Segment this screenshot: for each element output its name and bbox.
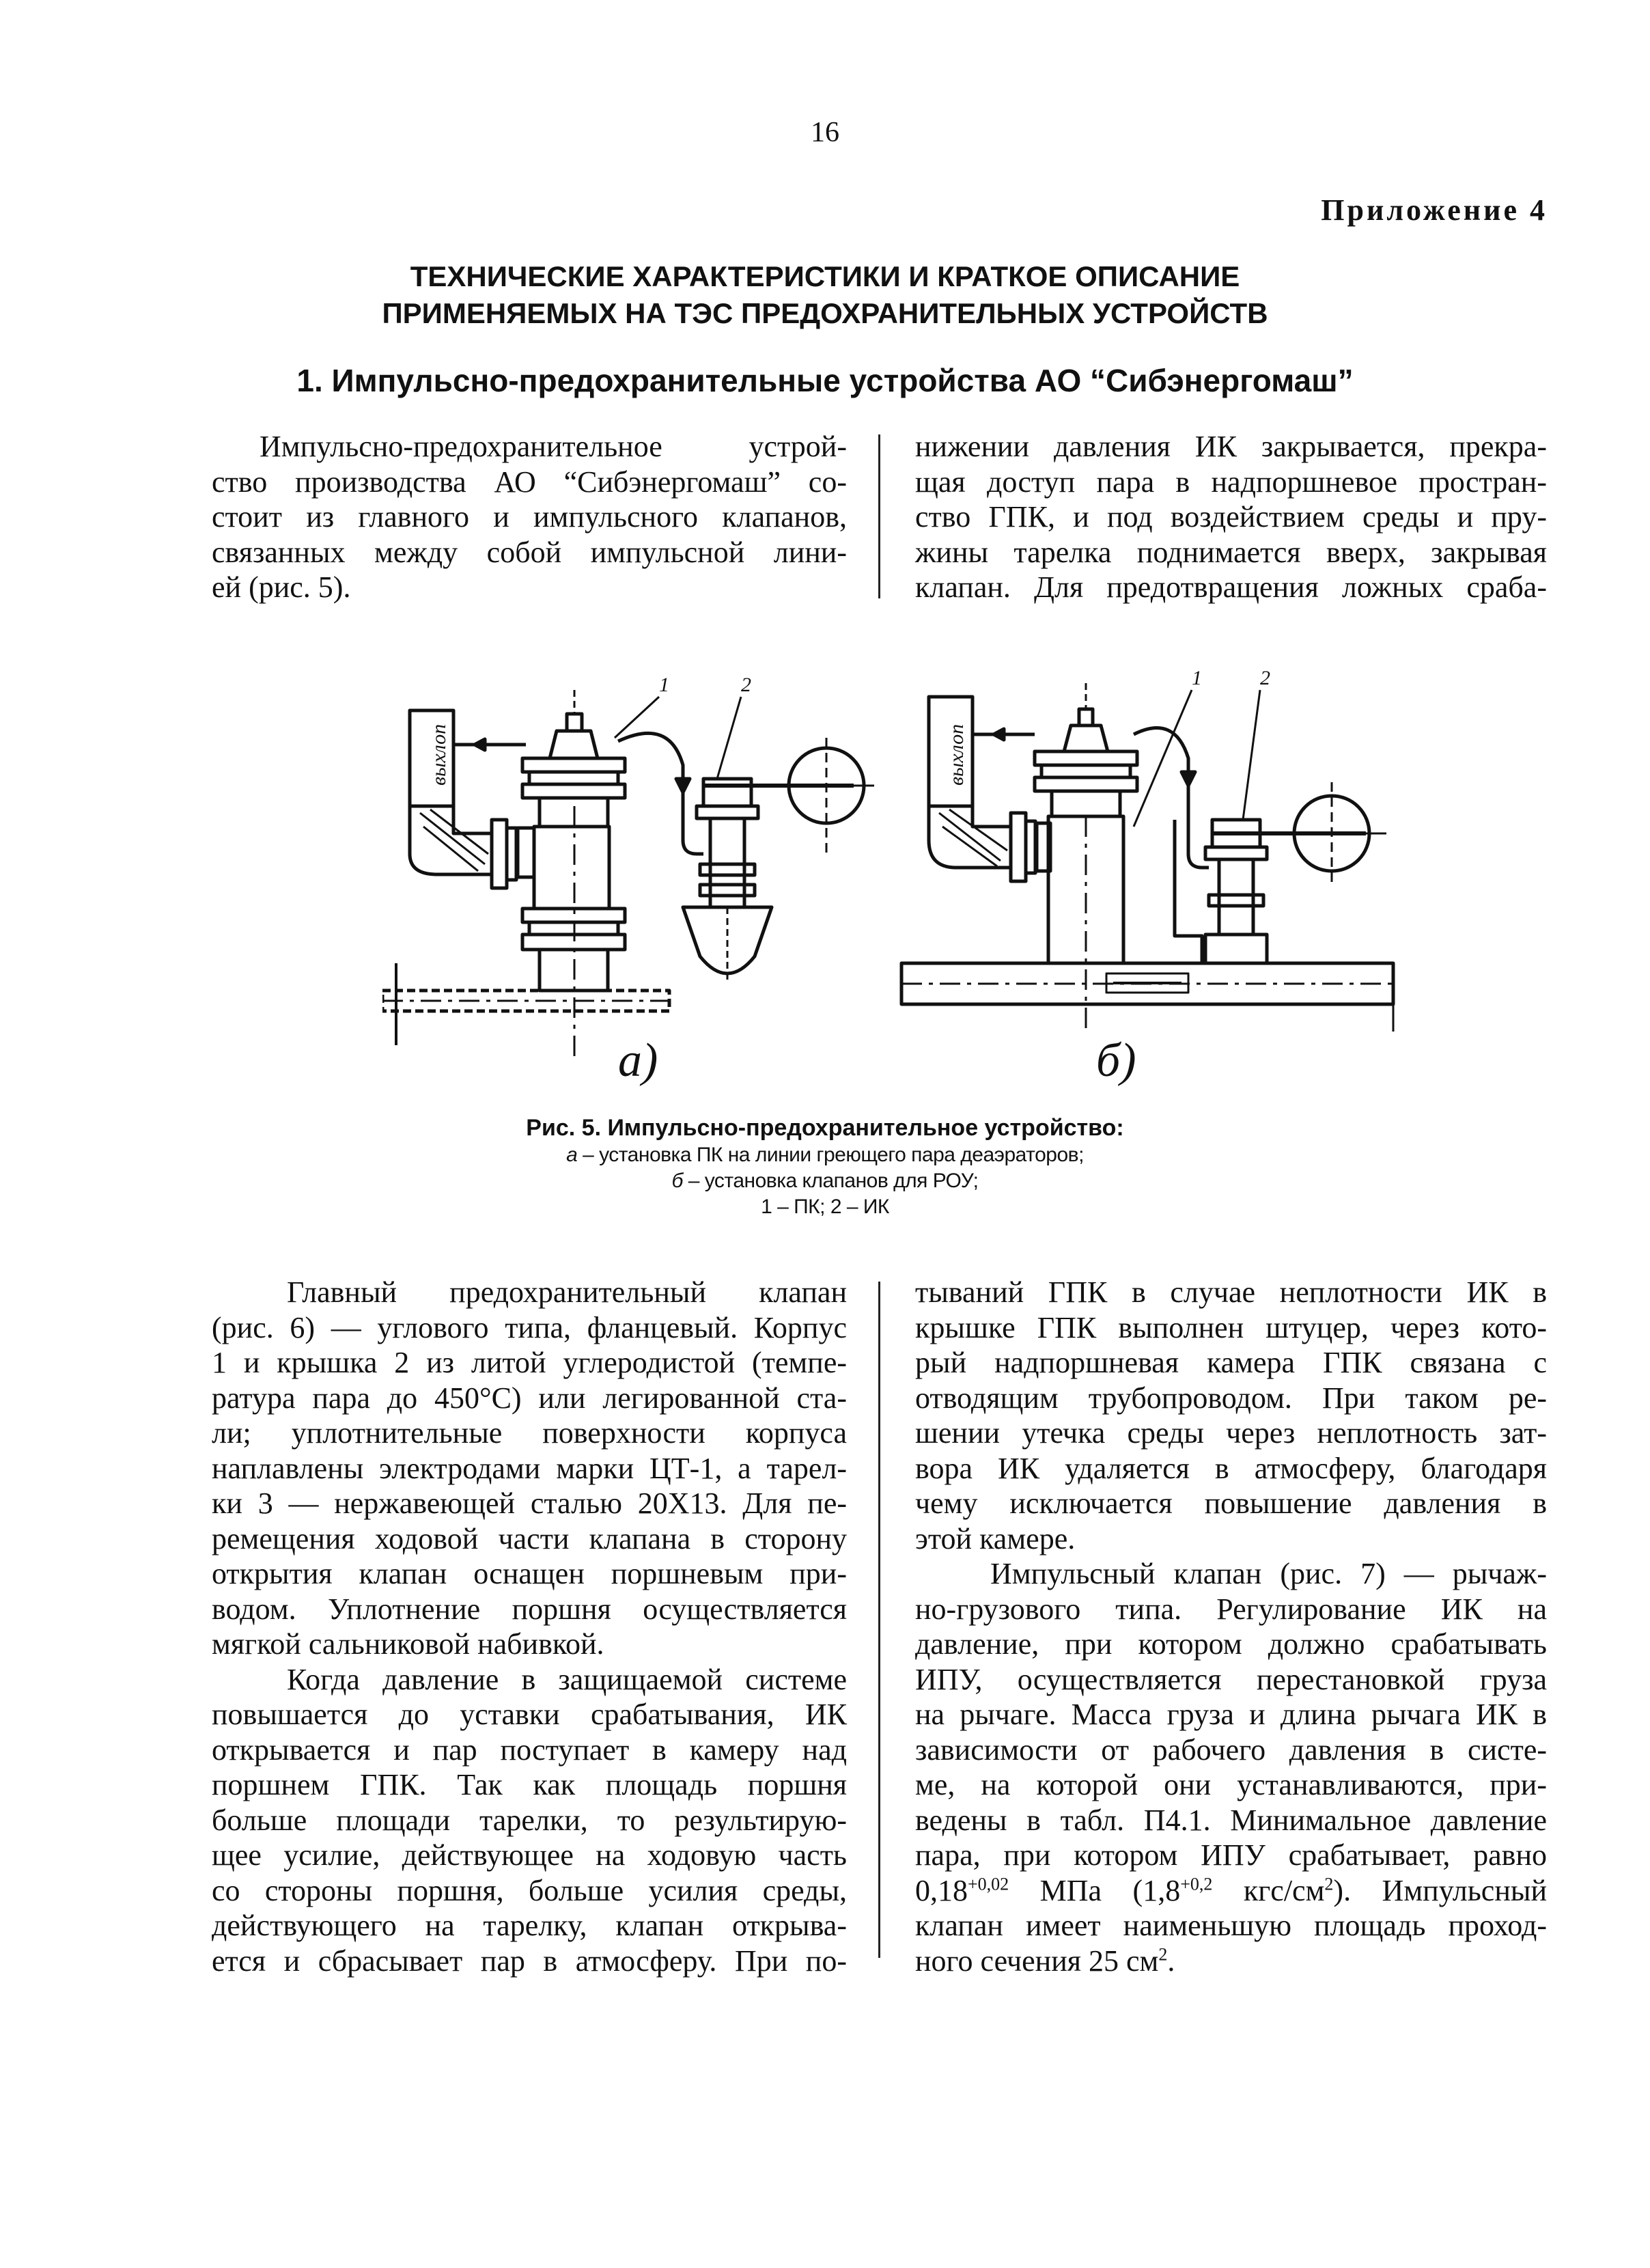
text-line: рый надпоршневая камера ГПК связана с <box>915 1346 1547 1379</box>
text-line: давление, при котором должно срабатывать <box>915 1627 1547 1661</box>
text-line: ли; уплотнительные поверхности корпуса <box>212 1416 847 1450</box>
text-line: чему исключается повышение давления в <box>915 1486 1547 1520</box>
text-line: ратура пара до 450°С) или легированной ста- <box>212 1381 847 1415</box>
text-line: открывается и пар поступает в камеру над <box>212 1732 847 1767</box>
text-line: вора ИК удаляется в атмосферу, благодаря <box>915 1451 1547 1485</box>
last-line-end: . <box>1167 1944 1175 1978</box>
callout-2-a: 2 <box>741 674 751 696</box>
text-line: Когда давление в защищаемой системе <box>287 1662 847 1696</box>
formula-part: 0,18 <box>915 1873 968 1907</box>
text-line: ей (рис. 5). <box>212 570 351 604</box>
exhaust-label-a: выхлоп <box>428 723 450 786</box>
diagram-a <box>382 690 874 1059</box>
formula-sup: 2 <box>1324 1873 1334 1894</box>
text-line: ство производства АО “Сибэнергомаш” со- <box>212 465 847 499</box>
text-line: но-грузового типа. Регулирование ИК на <box>915 1592 1547 1626</box>
callout-1-b: 1 <box>1192 667 1202 689</box>
body-right-column <box>915 1275 1547 1978</box>
flange <box>492 820 507 888</box>
intro-left-column <box>212 429 847 605</box>
body-left-column <box>212 1275 847 1978</box>
caption-legend: 1 – ПК; 2 – ИК <box>761 1195 889 1218</box>
text-line: зависимости от рабочего давления в систе- <box>915 1732 1547 1767</box>
column-divider <box>878 434 880 598</box>
title-line-2: ПРИМЕНЯЕМЫХ НА ТЭС ПРЕДОХРАНИТЕЛЬНЫХ УСТРОЙСТВ <box>382 297 1268 329</box>
figure-caption <box>0 1114 1650 1220</box>
text-line: наплавлены электродами марки ЦТ-1, а тарел- <box>212 1451 847 1485</box>
text-line: со стороны поршня, больше усилия среды, <box>212 1873 847 1907</box>
text-line: 1 и крышка 2 из литой углеродистой (темпе- <box>212 1346 847 1379</box>
text-line: (рис. 6) — углового типа, фланцевый. Корпус <box>212 1310 847 1344</box>
text-line: клапан. Для предотвращения ложных сраба- <box>915 570 1547 604</box>
text-line: Импульсный клапан (рис. 7) — рычаж- <box>990 1557 1547 1590</box>
text-line: этой камере. <box>915 1521 1076 1555</box>
elbow-a <box>410 806 492 874</box>
impulse-valve-a <box>703 779 751 806</box>
text-line: ется и сбрасывает пар в атмосферу. При по- <box>212 1944 847 1978</box>
column-divider <box>878 1282 880 1958</box>
text-line: на рычаге. Масса груза и длина рычага ИК в <box>915 1698 1547 1731</box>
caption-text-a: – установка ПК на линии греющего пара деаэраторов; <box>577 1144 1084 1166</box>
diagram-b <box>901 683 1393 1032</box>
text-line: ство ГПК, и под воздействием среды и пру- <box>915 500 1547 534</box>
formula-line <box>915 1873 1547 1909</box>
text-line: щая доступ пара в надпоршневое простран- <box>915 465 1547 499</box>
text-line: тываний ГПК в случае неплотности ИК в <box>915 1275 1547 1309</box>
appendix-label: Приложение 4 <box>1321 193 1548 227</box>
text-line: ведены в табл. П4.1. Минимальное давление <box>915 1803 1547 1837</box>
main-valve-body-a <box>534 827 609 909</box>
caption-text-b: – установка клапанов для РОУ; <box>682 1170 979 1192</box>
text-line: крышке ГПК выполнен штуцер, через кото- <box>915 1310 1547 1344</box>
caption-mark-b: б <box>671 1170 683 1192</box>
text-line: больше площади тарелки, то результирую- <box>212 1803 847 1837</box>
callout-1-a: 1 <box>659 674 669 696</box>
impulse-line-a <box>618 733 683 813</box>
text-line: ИПУ, осуществляется перестановкой груза <box>915 1662 1547 1696</box>
valve-diagram <box>382 649 1407 1093</box>
exhaust-label-b: выхлоп <box>945 723 968 786</box>
last-line-text: ного сечения 25 см <box>915 1944 1159 1978</box>
caption-line-b <box>0 1168 1650 1194</box>
caption-line-a <box>0 1142 1650 1168</box>
text-line: мягкой сальниковой набивкой. <box>212 1627 604 1661</box>
caption-title: Рис. 5. Импульсно-предохранительное устройство: <box>526 1115 1124 1141</box>
formula-sup: +0,2 <box>1180 1873 1213 1894</box>
text-line: поршнем ГПК. Так как площадь поршня <box>212 1768 847 1801</box>
formula-part: кгс/см <box>1212 1873 1325 1907</box>
title-line-1: ТЕХНИЧЕСКИЕ ХАРАКТЕРИСТИКИ И КРАТКОЕ ОПИСАНИЕ <box>410 260 1240 292</box>
section-heading: 1. Импульсно-предохранительные устройства АО “Сибэнергомаш” <box>296 363 1354 398</box>
text-line: ме, на которой они устанавливаются, при- <box>915 1768 1547 1801</box>
text-line: щее усилие, действующее на ходовую часть <box>212 1838 847 1872</box>
text-line: шении утечка среды через неплотность зат- <box>915 1416 1547 1450</box>
text-line: Главный предохранительный клапан <box>287 1275 847 1309</box>
text-line: жины тарелка поднимается вверх, закрывая <box>915 535 1547 569</box>
intro-right-column <box>915 429 1547 605</box>
text-line: ки 3 — нержавеющей сталью 20Х13. Для пе- <box>212 1486 847 1520</box>
text-line: Импульсно-предохранительное устрой- <box>260 430 847 463</box>
formula-sup: +0,02 <box>968 1873 1009 1894</box>
text-line: повышается до уставки срабатывания, ИК <box>212 1698 847 1731</box>
figure-label-b: б) <box>1096 1034 1136 1087</box>
text-line: пара, при котором ИПУ срабатывает, равно <box>915 1838 1547 1872</box>
text-line <box>915 1944 1547 1979</box>
text-line: нижении давления ИК закрывается, прекра- <box>915 430 1547 463</box>
formula-part: ). Импульсный <box>1333 1873 1547 1907</box>
formula-part: МПа (1,8 <box>1009 1873 1181 1907</box>
text-line: открытия клапан оснащен поршневым при- <box>212 1557 847 1590</box>
text-line: стоит из главного и импульсного клапанов, <box>212 500 847 534</box>
text-line: отводящим трубопроводом. При таком ре- <box>915 1381 1547 1415</box>
callout-2-b: 2 <box>1260 667 1270 689</box>
text-line: клапан имеет наименьшую площадь проход- <box>915 1909 1547 1942</box>
page-number: 16 <box>811 117 839 148</box>
text-line: связанных между собой импульсной лини- <box>212 535 847 569</box>
page-title <box>0 258 1650 332</box>
text-line: действующего на тарелку, клапан открыва- <box>212 1909 847 1942</box>
figure-label-a: а) <box>618 1034 658 1087</box>
caption-mark-a: а <box>566 1144 578 1166</box>
text-line: водом. Уплотнение поршня осуществляется <box>212 1592 847 1626</box>
last-line-sup: 2 <box>1158 1944 1168 1964</box>
text-line: ремещения ходовой части клапана в сторону <box>212 1521 847 1555</box>
